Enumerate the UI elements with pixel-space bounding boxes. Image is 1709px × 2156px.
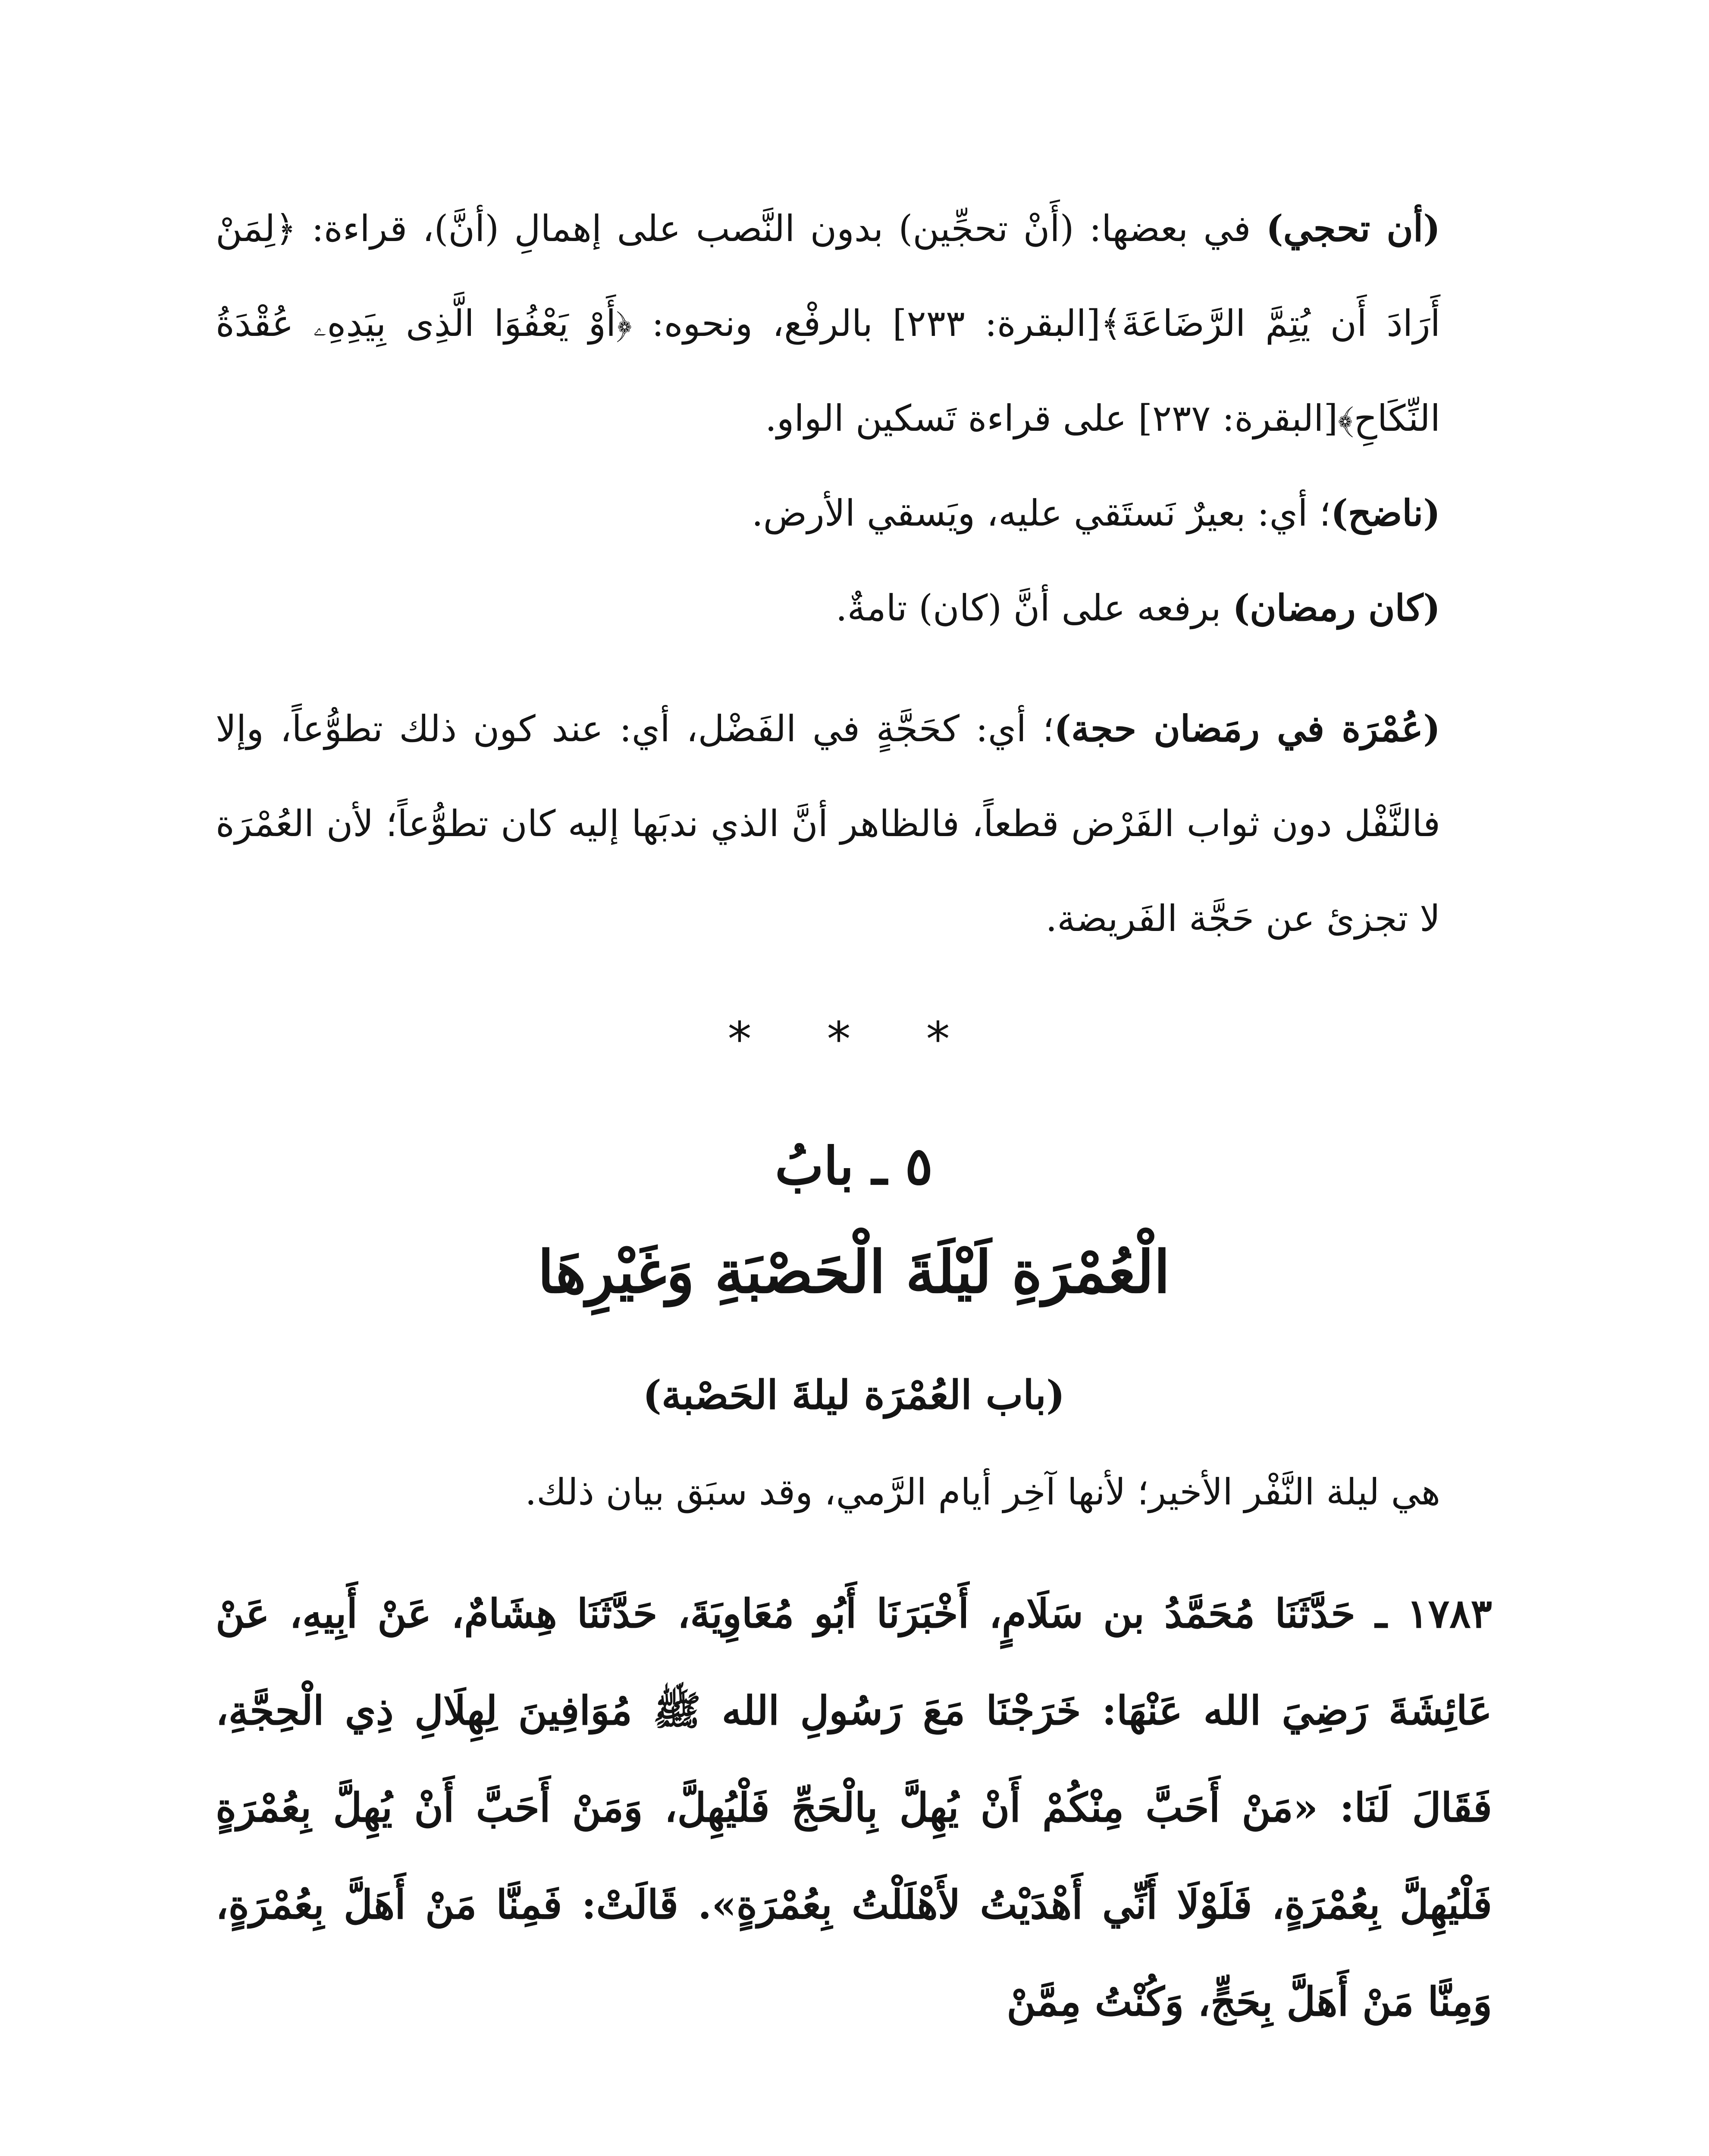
commentary-lead-1: (أن تحجي) — [1266, 207, 1440, 250]
commentary-text-2: ؛ أي: بعيرٌ نَستَقي عليه، ويَسقي الأرض. — [752, 492, 1331, 534]
commentary-paragraph-2 — [216, 466, 1492, 561]
chapter-title: الْعُمْرَةِ لَيْلَةَ الْحَصْبَةِ وَغَيْرِهَا — [537, 1238, 1170, 1306]
commentary-paragraph-1 — [216, 181, 1492, 466]
chapter-subtitle: (باب العُمْرَة ليلةَ الحَصْبة) — [643, 1372, 1065, 1418]
book-page — [216, 181, 1492, 2156]
chapter-explanation: هي ليلة النَّفْر الأخير؛ لأنها آخِر أيام الرَّمي، وقد سبَق بيان ذلك. — [525, 1471, 1440, 1513]
commentary-lead-3: (كان رمضان) — [1232, 586, 1440, 629]
commentary-text-3: برفعه على أنَّ (كان) تامةٌ. — [835, 587, 1233, 629]
commentary-paragraph-4 — [216, 681, 1492, 966]
commentary-text-4: ؛ أي: كحَجَّةٍ في الفَضْل، أي: عند كون ذلك تطوُّعاً، وإلا فالنَّفْل دون ثواب الفَرْض قطعاً، فالظاهر أنَّ الذي ندبَها إليه كان تطوُّعاً؛ لأن العُمْرَة لا تجزئ عن حَجَّة الفَريضة. — [216, 708, 1440, 940]
commentary-lead-4: (عُمْرَة في رمَضان حجة) — [1054, 707, 1441, 750]
commentary-text-1b: بالرفْع، ونحوه: — [632, 302, 893, 345]
hadith-text: ١٧٨٣ ـ حَدَّثَنَا مُحَمَّدُ بن سَلَامٍ، أَخْبَرَنَا أَبُو مُعَاوِيَةَ، حَدَّثَنَا هِشَامٌ، عَنْ أَبِيهِ، عَنْ عَائِشَةَ رَضِيَ الله عَنْهَا: خَرَجْنَا مَعَ رَسُولِ الله ﷺ مُوَافِينَ لِهِلَالِ ذِي الْحِجَّةِ، فَقَالَ لَنَا: «مَنْ أَحَبَّ مِنْكُمْ أَنْ يُهِلَّ بِالْحَجِّ فَلْيُهِلَّ، وَمَنْ أَحَبَّ أَنْ يُهِلَّ بِعُمْرَةٍ فَلْيُهِلَّ بِعُمْرَةٍ، فَلَوْلَا أَنِّي أَهْدَيْتُ لأَهْلَلْتُ بِعُمْرَةٍ». قَالَتْ: فَمِنَّا مَنْ أَهَلَّ بِعُمْرَةٍ، وَمِنَّا مَنْ أَهَلَّ بِحَجٍّ، وَكُنْتُ مِمَّنْ — [216, 1590, 1492, 2025]
chapter-number: ٥ ـ بابُ — [775, 1136, 933, 1197]
verse-reference-2: [البقرة: ٢٣٧] — [1138, 397, 1338, 439]
commentary-text-1c: على قراءة تَسكين الواو. — [765, 397, 1138, 439]
commentary-paragraph-3 — [216, 561, 1492, 655]
commentary-lead-2: (ناضح) — [1330, 492, 1440, 534]
verse-reference-1: [البقرة: ٢٣٣] — [892, 302, 1101, 345]
section-separator: * * * — [728, 1012, 980, 1067]
commentary-text-1a: في بعضها: (أَنْ تحجِّين) بدون النَّصب على إهمالِ (أنَّ)، قراءة: — [296, 207, 1266, 250]
quran-verse-2: ﴿أَوْ يَعْفُوَا الَّذِى بِيَدِهِۦ عُقْدَةُ النِّكَاحِ﴾ — [216, 302, 1440, 439]
quran-verse-1: ﴿لِمَنْ أَرَادَ أَن يُتِمَّ الرَّضَاعَةَ﴾ — [216, 207, 1440, 345]
